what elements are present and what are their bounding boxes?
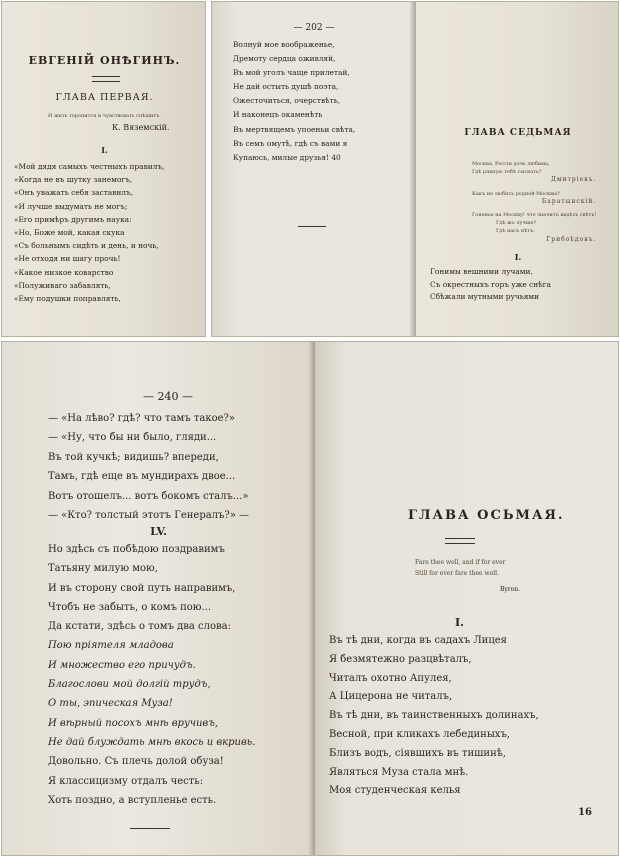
epigraph-line: Гдѣ равную тебѣ сыскать? bbox=[472, 169, 542, 176]
verse-line: Въ тѣ дни, когда въ садахъ Лицея bbox=[329, 635, 507, 646]
verse-line: И множество его причудъ. bbox=[48, 659, 196, 671]
verse-line: «И лучше выдумать не могъ; bbox=[14, 201, 128, 211]
epigraph-line: Гдѣ насъ нѣтъ. bbox=[496, 228, 535, 235]
verse-line: Пою пріятеля младова bbox=[48, 640, 174, 652]
epigraph-author: Баратынскій. bbox=[541, 197, 597, 205]
epigraph-line: Какъ не любить родной Москвы? bbox=[472, 190, 560, 197]
chapter-title: ГЛАВА ПЕРВАЯ. bbox=[55, 92, 154, 103]
right-page bbox=[416, 2, 619, 336]
verse-line: Благослови мой долгій трудъ, bbox=[48, 679, 211, 691]
verse-line: Но здѣсь съ побѣдою поздравимъ bbox=[48, 544, 225, 555]
verse-line: «Не отходя ни шагу прочь! bbox=[14, 254, 121, 264]
verse-line: И наконецъ окаменѣть bbox=[233, 110, 323, 120]
epigraph-text: И жить торопится и чувствовать спѣшитъ. bbox=[48, 113, 161, 119]
verse-line: Читалъ охотно Апулея, bbox=[329, 672, 452, 684]
verse-line: Вотъ отошелъ... вотъ бокомъ сталъ...» bbox=[48, 490, 249, 502]
verse-line: Весной, при кликахъ лебединыхъ, bbox=[329, 728, 510, 740]
verse-line: Не дай блуждать мнѣ вкось и вкривь. bbox=[48, 736, 256, 748]
end-ornament bbox=[298, 226, 326, 227]
epigraph-author: К. Вяземскій. bbox=[112, 123, 170, 132]
verse-line: А Цицерона не читалъ, bbox=[329, 691, 453, 703]
verse-line: «Когда не въ шутку занемогъ, bbox=[14, 175, 133, 185]
verse-line: Въ семъ омутѣ, гдѣ съ вами я bbox=[233, 138, 348, 148]
dialog-block bbox=[48, 409, 249, 525]
epigraph-line: Still for ever fare thee well. bbox=[415, 570, 499, 577]
verse-line: О ты, эпическая Муза! bbox=[48, 698, 173, 710]
verse-line: — «Ну, что бы ни было, гляди... bbox=[48, 432, 217, 444]
verse-line: Да кстати, здѣсь о томъ два слова: bbox=[48, 621, 231, 633]
chapter-title: ГЛАВА ОСЬМАЯ. bbox=[408, 508, 565, 523]
verse-line: Купаюсь, милые друзья! 40 bbox=[233, 152, 341, 162]
verse-line: Волнуй мое воображенье, bbox=[233, 40, 335, 49]
verse-line: Въ той кучкѣ; видишь? впереди, bbox=[48, 451, 219, 463]
verse-line: Въ мертвящемъ упоеньи свѣта, bbox=[233, 124, 356, 134]
verse-line: Сбѣжали мутными ручьями bbox=[430, 292, 540, 302]
verse-line: Гонимы вешними лучами, bbox=[430, 267, 533, 276]
page-signature: 16 bbox=[578, 807, 592, 818]
verse-line: Являться Муза стала мнѣ. bbox=[329, 766, 469, 778]
chapter-title: ГЛАВА СЕДЬМАЯ bbox=[464, 128, 572, 138]
epigraph bbox=[415, 557, 506, 579]
photo-chapter-eight bbox=[1, 341, 619, 856]
epigraph-line: Fare thee well, and if for ever bbox=[415, 559, 506, 566]
epigraph-line: Гоненье на Москву! что значитъ видѣть свѣтъ! bbox=[472, 212, 597, 219]
verse-block bbox=[233, 38, 355, 165]
epigraphs bbox=[472, 160, 596, 249]
verse-line: Хоть поздно, а вступленье есть. bbox=[48, 794, 217, 806]
stanza-lines bbox=[430, 266, 551, 304]
epigraph-line: Гдѣ жъ лучше? bbox=[496, 220, 537, 227]
right-page bbox=[315, 342, 619, 855]
verse-block bbox=[329, 632, 539, 801]
photo-chapter-seven bbox=[211, 1, 619, 337]
epigraph bbox=[472, 211, 596, 244]
epigraph-author: Byron. bbox=[500, 586, 521, 593]
verse-line: И вѣрный посохъ мнѣ вручивъ, bbox=[48, 717, 219, 729]
verse-line: — «Кто? толстый этотъ Генералъ?» — bbox=[48, 509, 250, 521]
epigraph-author: Дмитріевъ. bbox=[551, 176, 597, 184]
left-page bbox=[2, 342, 315, 855]
verse-line: Близъ водъ, сіявшихъ въ тишинѣ, bbox=[329, 747, 506, 759]
verse-line: Въ мой уголъ чаще прилетай, bbox=[233, 68, 350, 78]
stanza-number: I. bbox=[514, 252, 522, 262]
epigraph bbox=[472, 160, 596, 185]
verse-block bbox=[14, 160, 164, 305]
verse-line: «Его примѣръ другимъ наука: bbox=[14, 214, 132, 224]
book-title: ЕВГЕНІЙ ОНѢГИНЪ. bbox=[28, 54, 181, 67]
end-ornament bbox=[130, 828, 170, 829]
verse-line: Съ окрестныхъ горъ уже снѣга bbox=[430, 279, 551, 289]
verse-line: Я безмятежно разцвѣталъ, bbox=[329, 653, 472, 665]
epigraph bbox=[472, 190, 596, 206]
verse-line: Въ тѣ дни, въ таинственныхъ долинахъ, bbox=[329, 710, 539, 722]
title-rule bbox=[92, 76, 120, 82]
verse-line: Тамъ, гдѣ еще въ мундирахъ двое... bbox=[48, 471, 236, 483]
verse-line: Чтобъ не забыть, о комъ пою... bbox=[48, 601, 212, 613]
verse-line: «Мой дядя самыхъ честныхъ правилъ, bbox=[14, 162, 165, 171]
verse-line: «Съ больнымъ сидѣть и день, и ночь, bbox=[14, 241, 159, 251]
page-number: — 202 — bbox=[293, 23, 335, 33]
verse-line: Довольно. Съ плечь долой обуза! bbox=[48, 756, 224, 768]
verse-line: Я классицизму отдалъ честь: bbox=[48, 775, 204, 787]
verse-line: «Какое низкое коварство bbox=[14, 267, 114, 277]
stanza-number: I. bbox=[101, 145, 108, 155]
verse-block bbox=[48, 540, 255, 810]
epigraph-line: Москва, Россіи дочь любима, bbox=[472, 161, 550, 167]
title-rule bbox=[445, 538, 475, 544]
verse-line: Дремоту сердца оживляй, bbox=[233, 54, 336, 64]
verse-line: Татьяну милую мою, bbox=[48, 563, 158, 575]
left-page bbox=[212, 2, 416, 336]
stanza-number: LV. bbox=[150, 525, 167, 538]
verse-line: Моя студенческая келья bbox=[329, 785, 461, 797]
verse-line: Не дай остыть душѣ поэта, bbox=[233, 82, 339, 92]
stanza-number: I. bbox=[455, 616, 464, 629]
verse-line: И въ сторону свой путь направимъ, bbox=[48, 582, 236, 594]
verse-line: — «На лѣво? гдѣ? что тамъ такое?» bbox=[48, 413, 236, 424]
verse-line: «Но, Боже мой, какая скука bbox=[14, 227, 125, 237]
page bbox=[2, 2, 206, 336]
verse-line: «Онъ уважать себя заставилъ, bbox=[14, 188, 134, 198]
verse-line: «Ему подушки поправлять, bbox=[14, 293, 121, 303]
verse-line: Ожесточиться, очерствѣть, bbox=[233, 96, 341, 106]
photo-chapter-one bbox=[1, 1, 206, 337]
verse-line: «Полуживаго забавлять, bbox=[14, 280, 111, 290]
epigraph-author: Грибоѣдовъ. bbox=[546, 235, 597, 243]
page-number: — 240 — bbox=[143, 390, 193, 403]
